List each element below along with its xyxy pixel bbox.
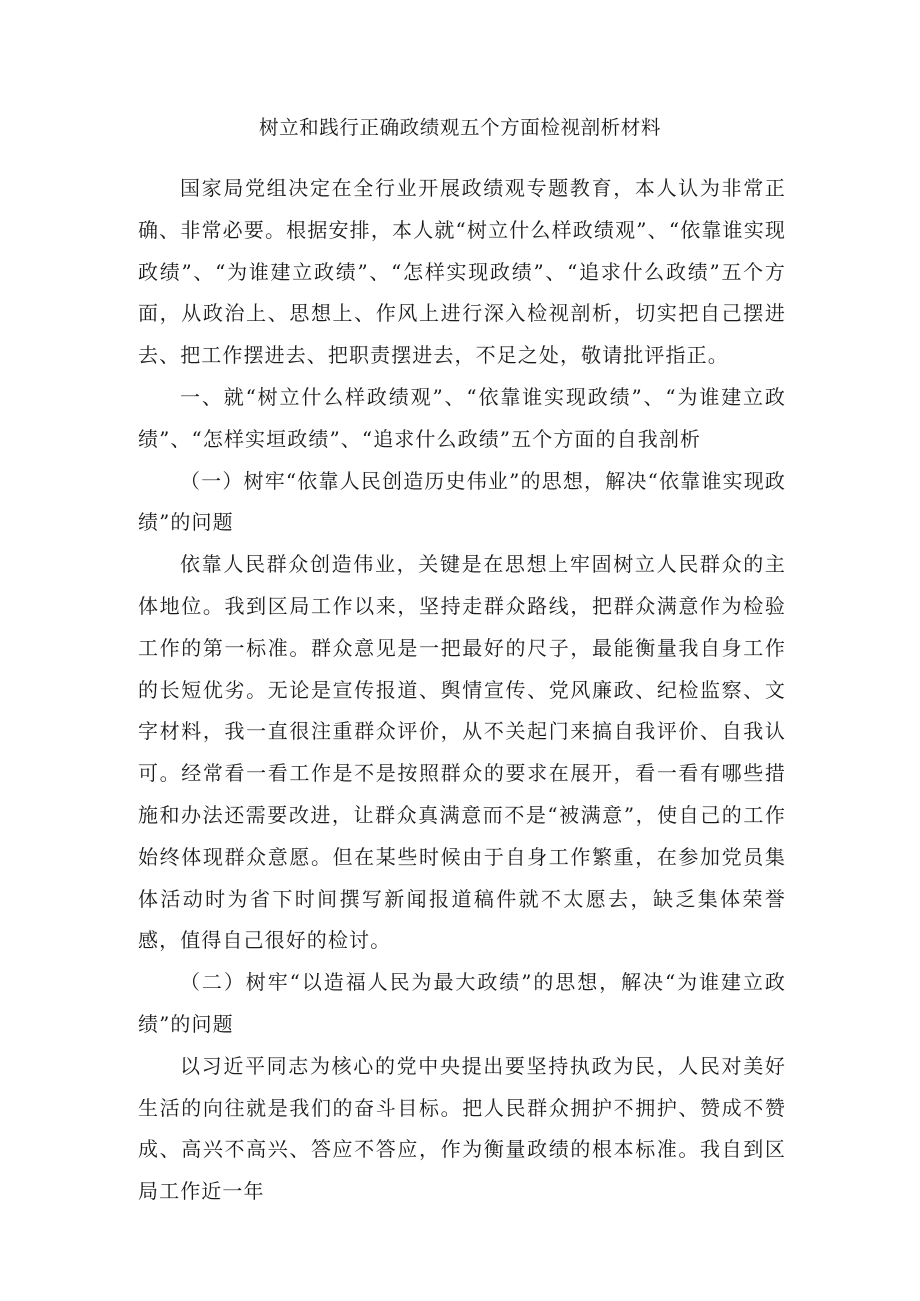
section-heading-1: 一、就“树立什么样政绩观”、“依靠谁实现政绩”、“为谁建立政绩”、“怎样实垣政绩”、“追求什么政绩”五个方面的自我剖析	[138, 384, 786, 451]
subsection-heading-1: （一）树牢“依靠人民创造历史伟业”的思想，解决“依靠谁实现政绩”的问题	[138, 468, 786, 535]
paragraph-intro: 国家局党组决定在全行业开展政绩观专题教育，本人认为非常正确、非常必要。根据安排，本人就“树立什么样政绩观”、“依靠谁实现政绩”、“为谁建立政绩”、“怎样实现政绩”、“追求什么政绩”五个方面，从政治上、思想上、作风上进行深入检视剖析，切实把自己摆进去、把工作摆进去、把职责摆进去，不足之处，敬请批评指正。	[138, 176, 786, 368]
document-title: 树立和践行正确政绩观五个方面检视剖析材料	[258, 116, 661, 139]
paragraph-subsection-1: 依靠人民群众创造伟业，关键是在思想上牢固树立人民群众的主体地位。我到区局工作以来，坚持走群众路线，把群众满意作为检验工作的第一标准。群众意见是一把最好的尺子，最能衡量我自身工作的长短优劣。无论是宣传报道、舆情宣传、党风廉政、纪检监察、文字材料，我一直很注重群众评价，从不关起门来搞自我评价、自我认可。经常看一看工作是不是按照群众的要求在展开，看一看有哪些措施和办法还需要改进，让群众真满意而不是“被满意”，使自己的工作始终体现群众意愿。但在某些时候由于自身工作繁重，在参加党员集体活动时为省下时间撰写新闻报道稿件就不太愿去，缺乏集体荣誉感，值得自己很好的检讨。	[138, 552, 786, 953]
document-body	[138, 168, 786, 1213]
subsection-heading-2: （二）树牢“以造福人民为最大政绩”的思想，解决“为谁建立政绩”的问题	[138, 970, 786, 1036]
paragraph-subsection-2: 以习近平同志为核心的党中央提出要坚持执政为民，人民对美好生活的向往就是我们的奋斗目标。把人民群众拥护不拥护、赞成不赞成、高兴不高兴、答应不答应，作为衡量政绩的根本标准。我自到区局工作近一年	[138, 1053, 786, 1204]
